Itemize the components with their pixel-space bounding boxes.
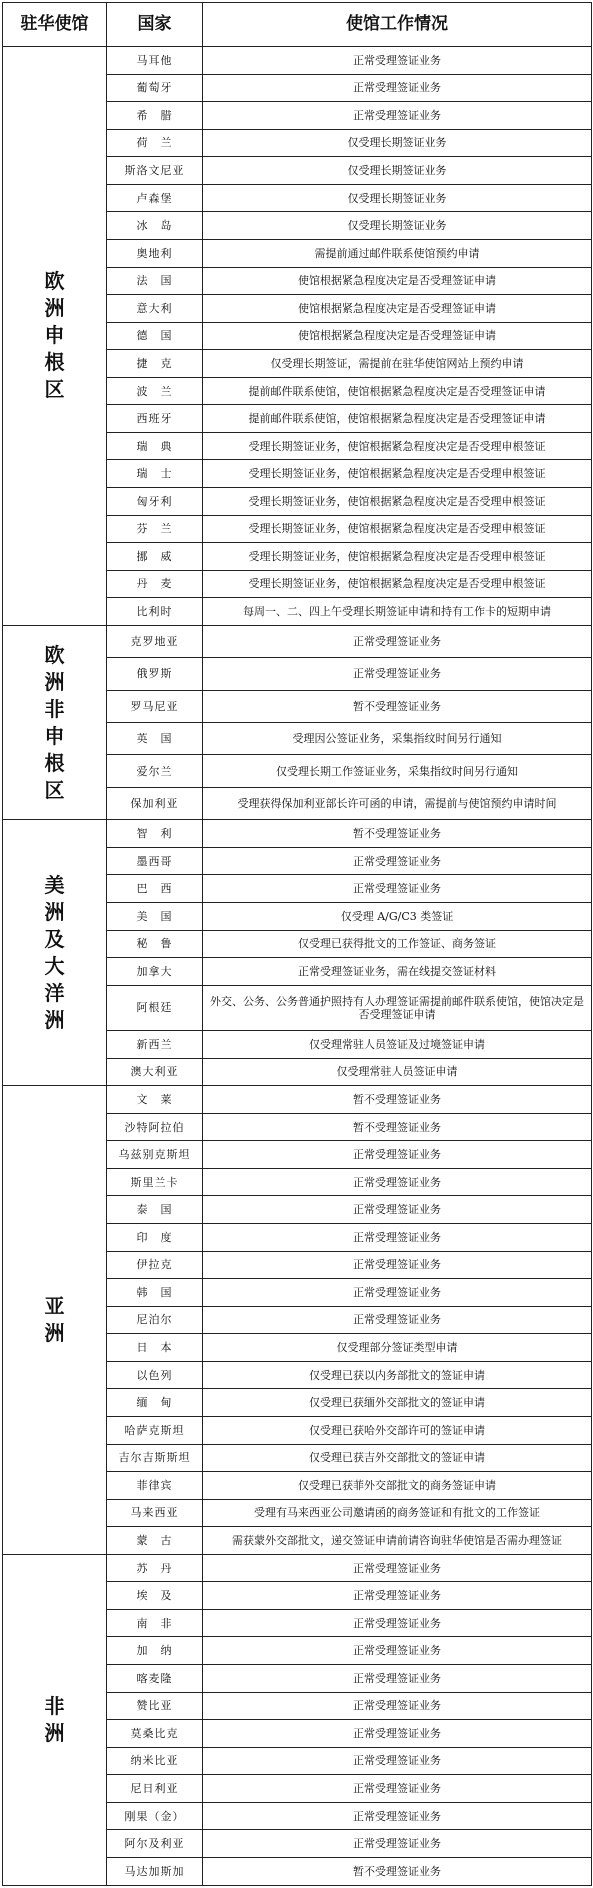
country-cell: 泰 国 [107, 1196, 203, 1224]
status-cell: 仅受理常驻人员签证申请 [203, 1058, 592, 1086]
status-cell: 仅受理 A/G/C3 类签证 [203, 903, 592, 931]
country-cell: 斯里兰卡 [107, 1168, 203, 1196]
region-cell [3, 47, 107, 626]
country-cell: 挪 威 [107, 543, 203, 571]
country-cell: 菲律宾 [107, 1472, 203, 1500]
status-cell: 正常受理签证业务 [203, 847, 592, 875]
country-cell: 俄罗斯 [107, 658, 203, 690]
status-cell: 仅受理已获吉外交部批文的签证申请 [203, 1444, 592, 1472]
status-cell: 正常受理签证业务 [203, 1196, 592, 1224]
status-cell: 仅受理长期签证业务 [203, 129, 592, 157]
country-cell: 埃 及 [107, 1582, 203, 1610]
status-cell: 正常受理签证业务 [203, 1582, 592, 1610]
status-cell: 仅受理已获菲外交部批文的商务签证申请 [203, 1472, 592, 1500]
status-cell: 仅受理常驻人员签证及过境签证申请 [203, 1031, 592, 1059]
status-cell: 受理长期签证业务，使馆根据紧急程度决定是否受理申根签证 [203, 488, 592, 516]
region-cell [3, 1554, 107, 1885]
country-cell: 刚果（金） [107, 1802, 203, 1830]
country-cell: 保加利亚 [107, 787, 203, 819]
region-char: 洲 [44, 1007, 65, 1032]
status-cell: 正常受理签证业务 [203, 1168, 592, 1196]
status-cell: 受理因公签证业务，采集指纹时间另行通知 [203, 723, 592, 755]
country-cell: 克罗地亚 [107, 625, 203, 657]
table-row [3, 47, 592, 75]
table-row [3, 625, 592, 657]
status-cell: 需获蒙外交部批文，递交签证申请前请咨询驻华使馆是否需办理签证 [203, 1527, 592, 1555]
region-char: 非 [44, 1693, 65, 1718]
country-cell: 智 利 [107, 820, 203, 848]
status-cell: 仅受理长期工作签证业务，采集指纹时间另行通知 [203, 755, 592, 787]
status-cell: 受理长期签证业务，使馆根据紧急程度决定是否受理申根签证 [203, 460, 592, 488]
region-char: 非 [44, 696, 65, 721]
status-cell: 正常受理签证业务 [203, 1720, 592, 1748]
country-cell: 南 非 [107, 1609, 203, 1637]
country-cell: 蒙 古 [107, 1527, 203, 1555]
status-cell: 外交、公务、公务普通护照持有人办理签证需提前邮件联系使馆，使馆决定是否受理签证申请 [203, 985, 592, 1030]
status-cell: 正常受理签证业务 [203, 1306, 592, 1334]
country-cell: 文 莱 [107, 1086, 203, 1114]
region-char: 根 [44, 750, 65, 775]
country-cell: 法 国 [107, 267, 203, 295]
status-cell: 需提前通过邮件联系使馆预约申请 [203, 239, 592, 267]
country-cell: 阿根廷 [107, 985, 203, 1030]
country-cell: 英 国 [107, 723, 203, 755]
status-cell: 使馆根据紧急程度决定是否受理签证申请 [203, 295, 592, 323]
country-cell: 尼日利亚 [107, 1775, 203, 1803]
status-cell: 仅受理长期签证业务 [203, 184, 592, 212]
country-cell: 墨西哥 [107, 847, 203, 875]
table-row [3, 1086, 592, 1114]
status-cell: 正常受理签证业务 [203, 1141, 592, 1169]
country-cell: 西班牙 [107, 405, 203, 433]
status-cell: 正常受理签证业务 [203, 1665, 592, 1693]
status-cell: 正常受理签证业务 [203, 658, 592, 690]
region-char: 申 [44, 723, 65, 748]
country-cell: 喀麦隆 [107, 1665, 203, 1693]
status-cell: 仅受理已获缅外交部批文的签证申请 [203, 1389, 592, 1417]
status-cell: 受理长期签证业务，使馆根据紧急程度决定是否受理申根签证 [203, 570, 592, 598]
country-cell: 丹 麦 [107, 570, 203, 598]
status-cell: 正常受理签证业务 [203, 625, 592, 657]
status-cell: 正常受理签证业务 [203, 102, 592, 130]
status-cell: 暂不受理签证业务 [203, 1857, 592, 1885]
country-cell: 加 纳 [107, 1637, 203, 1665]
country-cell: 沙特阿拉伯 [107, 1113, 203, 1141]
status-cell: 正常受理签证业务 [203, 1224, 592, 1252]
table-row [3, 1554, 592, 1582]
region-cell [3, 625, 107, 820]
country-cell: 赞比亚 [107, 1692, 203, 1720]
status-cell: 正常受理签证业务 [203, 1279, 592, 1307]
status-cell: 正常受理签证业务 [203, 1830, 592, 1858]
region-char: 洲 [44, 669, 65, 694]
status-cell: 正常受理签证业务 [203, 1251, 592, 1279]
country-cell: 缅 甸 [107, 1389, 203, 1417]
region-char: 洲 [44, 899, 65, 924]
status-cell: 仅受理已获哈外交部许可的签证申请 [203, 1416, 592, 1444]
country-cell: 马达加斯加 [107, 1857, 203, 1885]
country-cell: 乌兹别克斯坦 [107, 1141, 203, 1169]
region-char: 欧 [44, 269, 65, 294]
status-cell: 正常受理签证业务 [203, 1747, 592, 1775]
country-cell: 巴 西 [107, 875, 203, 903]
country-cell: 尼泊尔 [107, 1306, 203, 1334]
status-cell: 正常受理签证业务，需在线提交签证材料 [203, 958, 592, 986]
country-cell: 芬 兰 [107, 515, 203, 543]
header-country: 国家 [107, 3, 203, 47]
status-cell: 受理有马来西亚公司邀请函的商务签证和有批文的工作签证 [203, 1499, 592, 1527]
region-char: 亚 [44, 1293, 65, 1318]
country-cell: 冰 岛 [107, 212, 203, 240]
status-cell: 正常受理签证业务 [203, 1692, 592, 1720]
country-cell: 阿尔及利亚 [107, 1830, 203, 1858]
header-status: 使馆工作情况 [203, 3, 592, 47]
region-char: 区 [44, 377, 65, 402]
country-cell: 马耳他 [107, 47, 203, 75]
country-cell: 瑞 士 [107, 460, 203, 488]
status-cell: 受理获得保加利亚部长许可函的申请，需提前与使馆预约申请时间 [203, 787, 592, 819]
status-cell: 提前邮件联系使馆，使馆根据紧急程度决定是否受理签证申请 [203, 405, 592, 433]
country-cell: 新西兰 [107, 1031, 203, 1059]
country-cell: 吉尔吉斯斯坦 [107, 1444, 203, 1472]
region-char: 洲 [44, 1320, 65, 1345]
country-cell: 匈牙利 [107, 488, 203, 516]
status-cell: 正常受理签证业务 [203, 1775, 592, 1803]
region-char: 洋 [44, 980, 65, 1005]
country-cell: 爱尔兰 [107, 755, 203, 787]
status-cell: 正常受理签证业务 [203, 1554, 592, 1582]
status-cell: 仅受理部分签证类型申请 [203, 1334, 592, 1362]
status-cell: 正常受理签证业务 [203, 74, 592, 102]
country-cell: 纳米比亚 [107, 1747, 203, 1775]
country-cell: 印 度 [107, 1224, 203, 1252]
status-cell: 正常受理签证业务 [203, 1609, 592, 1637]
status-cell: 使馆根据紧急程度决定是否受理签证申请 [203, 322, 592, 350]
region-char: 美 [44, 872, 65, 897]
region-char: 申 [44, 323, 65, 348]
country-cell: 斯洛文尼亚 [107, 157, 203, 185]
country-cell: 德 国 [107, 322, 203, 350]
country-cell: 卢森堡 [107, 184, 203, 212]
country-cell: 波 兰 [107, 377, 203, 405]
status-cell: 正常受理签证业务 [203, 875, 592, 903]
country-cell: 瑞 典 [107, 432, 203, 460]
country-cell: 日 本 [107, 1334, 203, 1362]
region-cell [3, 820, 107, 1086]
country-cell: 意大利 [107, 295, 203, 323]
header-embassy: 驻华使馆 [3, 3, 107, 47]
status-cell: 每周一、二、四上午受理长期签证申请和持有工作卡的短期申请 [203, 598, 592, 626]
status-cell: 暂不受理签证业务 [203, 820, 592, 848]
region-char: 区 [44, 777, 65, 802]
status-cell: 暂不受理签证业务 [203, 1113, 592, 1141]
status-cell: 仅受理已获得批文的工作签证、商务签证 [203, 930, 592, 958]
country-cell: 比利时 [107, 598, 203, 626]
table-row [3, 820, 592, 848]
status-cell: 暂不受理签证业务 [203, 1086, 592, 1114]
country-cell: 加拿大 [107, 958, 203, 986]
region-char: 欧 [44, 642, 65, 667]
region-char: 大 [44, 953, 65, 978]
table-body [3, 47, 592, 1886]
region-cell [3, 1086, 107, 1555]
status-cell: 仅受理已获以内务部批文的签证申请 [203, 1361, 592, 1389]
status-cell: 仅受理长期签证业务 [203, 212, 592, 240]
region-char: 根 [44, 350, 65, 375]
status-cell: 正常受理签证业务 [203, 1802, 592, 1830]
embassy-status-table [2, 2, 592, 1886]
country-cell: 奥地利 [107, 239, 203, 267]
country-cell: 荷 兰 [107, 129, 203, 157]
country-cell: 美 国 [107, 903, 203, 931]
status-cell: 正常受理签证业务 [203, 47, 592, 75]
status-cell: 正常受理签证业务 [203, 1637, 592, 1665]
country-cell: 莫桑比克 [107, 1720, 203, 1748]
country-cell: 马来西亚 [107, 1499, 203, 1527]
region-char: 洲 [44, 296, 65, 321]
status-cell: 受理长期签证业务，使馆根据紧急程度决定是否受理申根签证 [203, 432, 592, 460]
country-cell: 以色列 [107, 1361, 203, 1389]
status-cell: 提前邮件联系使馆，使馆根据紧急程度决定是否受理签证申请 [203, 377, 592, 405]
status-cell: 仅受理长期签证，需提前在驻华使馆网站上预约申请 [203, 350, 592, 378]
status-cell: 暂不受理签证业务 [203, 690, 592, 722]
header-row [3, 3, 592, 47]
country-cell: 捷 克 [107, 350, 203, 378]
country-cell: 韩 国 [107, 1279, 203, 1307]
country-cell: 希 腊 [107, 102, 203, 130]
country-cell: 葡萄牙 [107, 74, 203, 102]
status-cell: 仅受理长期签证业务 [203, 157, 592, 185]
country-cell: 澳大利亚 [107, 1058, 203, 1086]
status-cell: 受理长期签证业务，使馆根据紧急程度决定是否受理申根签证 [203, 543, 592, 571]
country-cell: 伊拉克 [107, 1251, 203, 1279]
status-cell: 受理长期签证业务，使馆根据紧急程度决定是否受理申根签证 [203, 515, 592, 543]
region-char: 及 [44, 926, 65, 951]
region-char: 洲 [44, 1720, 65, 1745]
status-cell: 使馆根据紧急程度决定是否受理签证申请 [203, 267, 592, 295]
country-cell: 秘 鲁 [107, 930, 203, 958]
country-cell: 哈萨克斯坦 [107, 1416, 203, 1444]
country-cell: 罗马尼亚 [107, 690, 203, 722]
country-cell: 苏 丹 [107, 1554, 203, 1582]
